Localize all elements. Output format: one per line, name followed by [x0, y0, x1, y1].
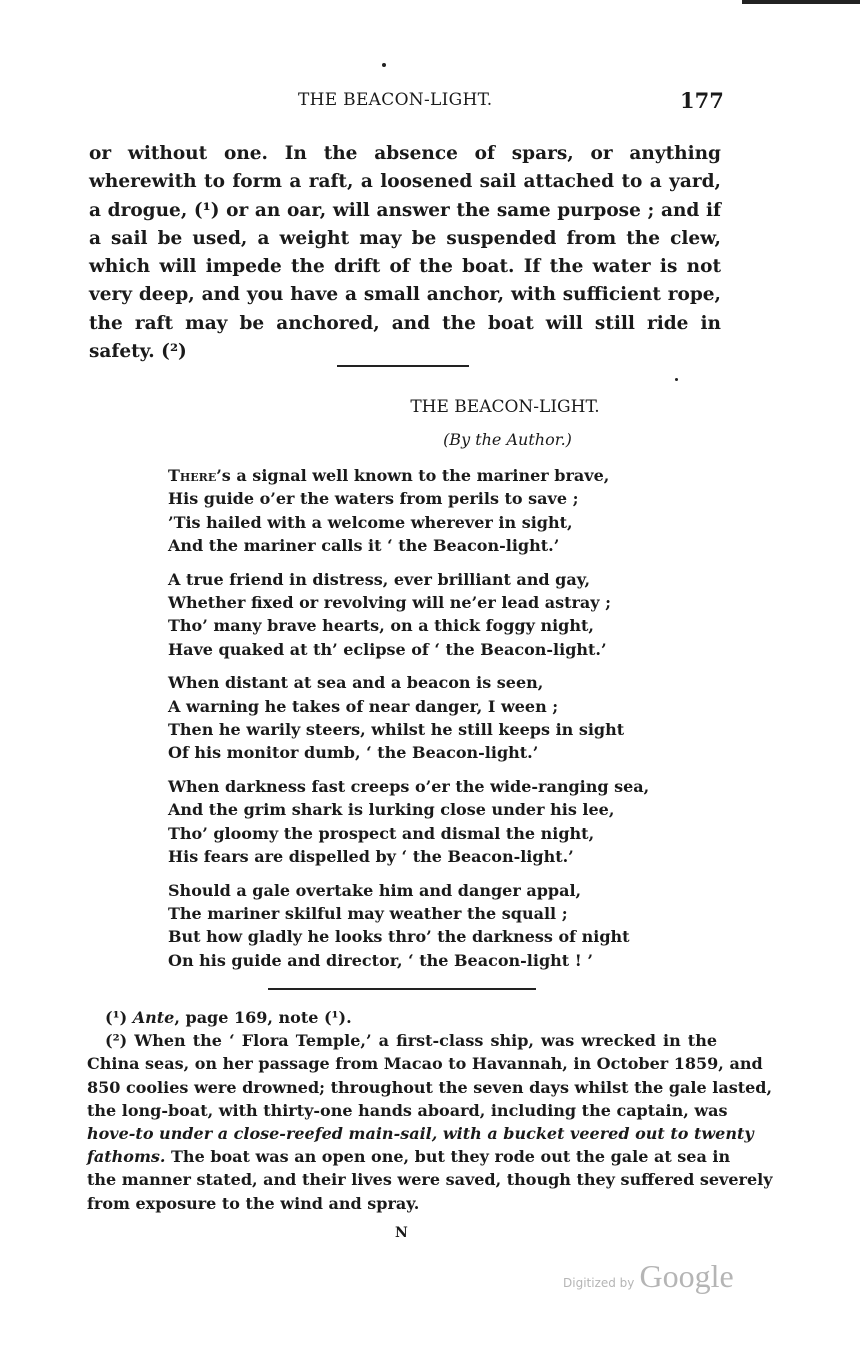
digitized-watermark	[563, 1258, 734, 1295]
body-line: or without one. In the absence of spars, or anything	[89, 143, 721, 164]
verse-line: His guide o’er the waters from perils to save ;	[168, 489, 579, 509]
footnote-1: (¹) Ante, page 169, note (¹).	[105, 1008, 352, 1027]
scan-speck	[675, 378, 678, 381]
verse-line: Then he warily steers, whilst he still keeps in sight	[168, 719, 625, 739]
scan-edge-mark	[742, 0, 860, 4]
footnote-2-line: (²) When the ‘ Flora Temple,’ a first-class ship, was wrecked in the	[105, 1031, 717, 1051]
body-line: wherewith to form a raft, a loosened sail attached to a yard,	[89, 171, 721, 193]
poem-body	[168, 464, 649, 982]
stanza	[168, 568, 649, 661]
verse-line: When distant at sea and a beacon is seen,	[168, 673, 544, 693]
watermark-prefix: Digitized by	[563, 1276, 635, 1290]
body-line: the raft may be anchored, and the boat will still ride in	[89, 312, 721, 334]
verse-line: There’s a signal well known to the mariner brave,	[168, 466, 610, 485]
footnote-2-line: fathoms. The boat was an open one, but they rode out the gale at sea in	[87, 1147, 731, 1167]
footnote-divider	[268, 988, 536, 990]
footnote-2-line: 850 coolies were drowned; throughout the seven days whilst the gale lasted,	[87, 1077, 773, 1097]
scan-speck	[382, 63, 386, 67]
footnote-2-line: the long-boat, with thirty-one hands aboard, including the captain, was	[87, 1100, 728, 1120]
section-divider	[337, 365, 469, 367]
body-line: a sail be used, a weight may be suspended from the clew,	[89, 227, 721, 249]
verse-line: When darkness fast creeps o’er the wide-ranging sea,	[168, 777, 650, 797]
footnote-2-line: China seas, on her passage from Macao to Havannah, in October 1859, and	[87, 1054, 763, 1074]
verse-line: Should a gale overtake him and danger appal,	[168, 880, 582, 900]
google-logo: Google	[639, 1258, 734, 1294]
stanza	[168, 671, 649, 764]
verse-line: ’Tis hailed with a welcome wherever in sight,	[168, 512, 573, 532]
footnotes	[87, 1006, 773, 1215]
running-head: THE BEACON-LIGHT.	[298, 90, 493, 110]
page-number: 177	[680, 88, 724, 113]
body-line: a drogue, (¹) or an oar, will answer the same purpose ; and if	[89, 199, 721, 221]
verse-line: On his guide and director, ‘ the Beacon-light ! ’	[168, 950, 593, 970]
poem-title: THE BEACON-LIGHT.	[410, 397, 600, 417]
verse-line: Tho’ many brave hearts, on a thick foggy night,	[168, 616, 594, 636]
verse-line: A warning he takes of near danger, I ween ;	[168, 696, 559, 716]
verse-line: And the mariner calls it ‘ the Beacon-light.’	[168, 535, 560, 555]
footnote-2-line: hove-to under a close-reefed main-sail, with a bucket veered out to twenty	[87, 1124, 754, 1144]
verse-line: The mariner skilful may weather the squall ;	[168, 904, 568, 924]
verse-line: A true friend in distress, ever brilliant and gay,	[168, 569, 591, 589]
verse-line: And the grim shark is lurking close under his lee,	[168, 800, 615, 820]
stanza	[168, 879, 649, 972]
verse-line: His fears are dispelled by ‘ the Beacon-light.’	[168, 846, 574, 866]
verse-line: Have quaked at th’ eclipse of ‘ the Beacon-light.’	[168, 639, 607, 659]
drop-word: There	[168, 466, 217, 485]
stanza	[168, 775, 649, 868]
body-line: which will impede the drift of the boat. If the water is not	[89, 256, 721, 278]
body-line: very deep, and you have a small anchor, with sufficient rope,	[89, 284, 721, 306]
verse-line: But how gladly he looks thro’ the darkness of night	[168, 927, 630, 947]
stanza	[168, 464, 649, 557]
poem-byline: (By the Author.)	[443, 430, 572, 449]
verse-line: Of his monitor dumb, ‘ the Beacon-light.’	[168, 743, 539, 763]
footnote-2-line: the manner stated, and their lives were saved, though they suffered severely	[87, 1170, 773, 1190]
body-line: safety. (²)	[89, 341, 187, 363]
footnote-2-line: from exposure to the wind and spray.	[87, 1193, 420, 1213]
verse-line: Tho’ gloomy the prospect and dismal the night,	[168, 823, 595, 843]
verse-line: Whether fixed or revolving will ne’er lead astray ;	[168, 592, 612, 612]
body-paragraph	[89, 140, 721, 366]
signature-mark: N	[395, 1225, 408, 1241]
